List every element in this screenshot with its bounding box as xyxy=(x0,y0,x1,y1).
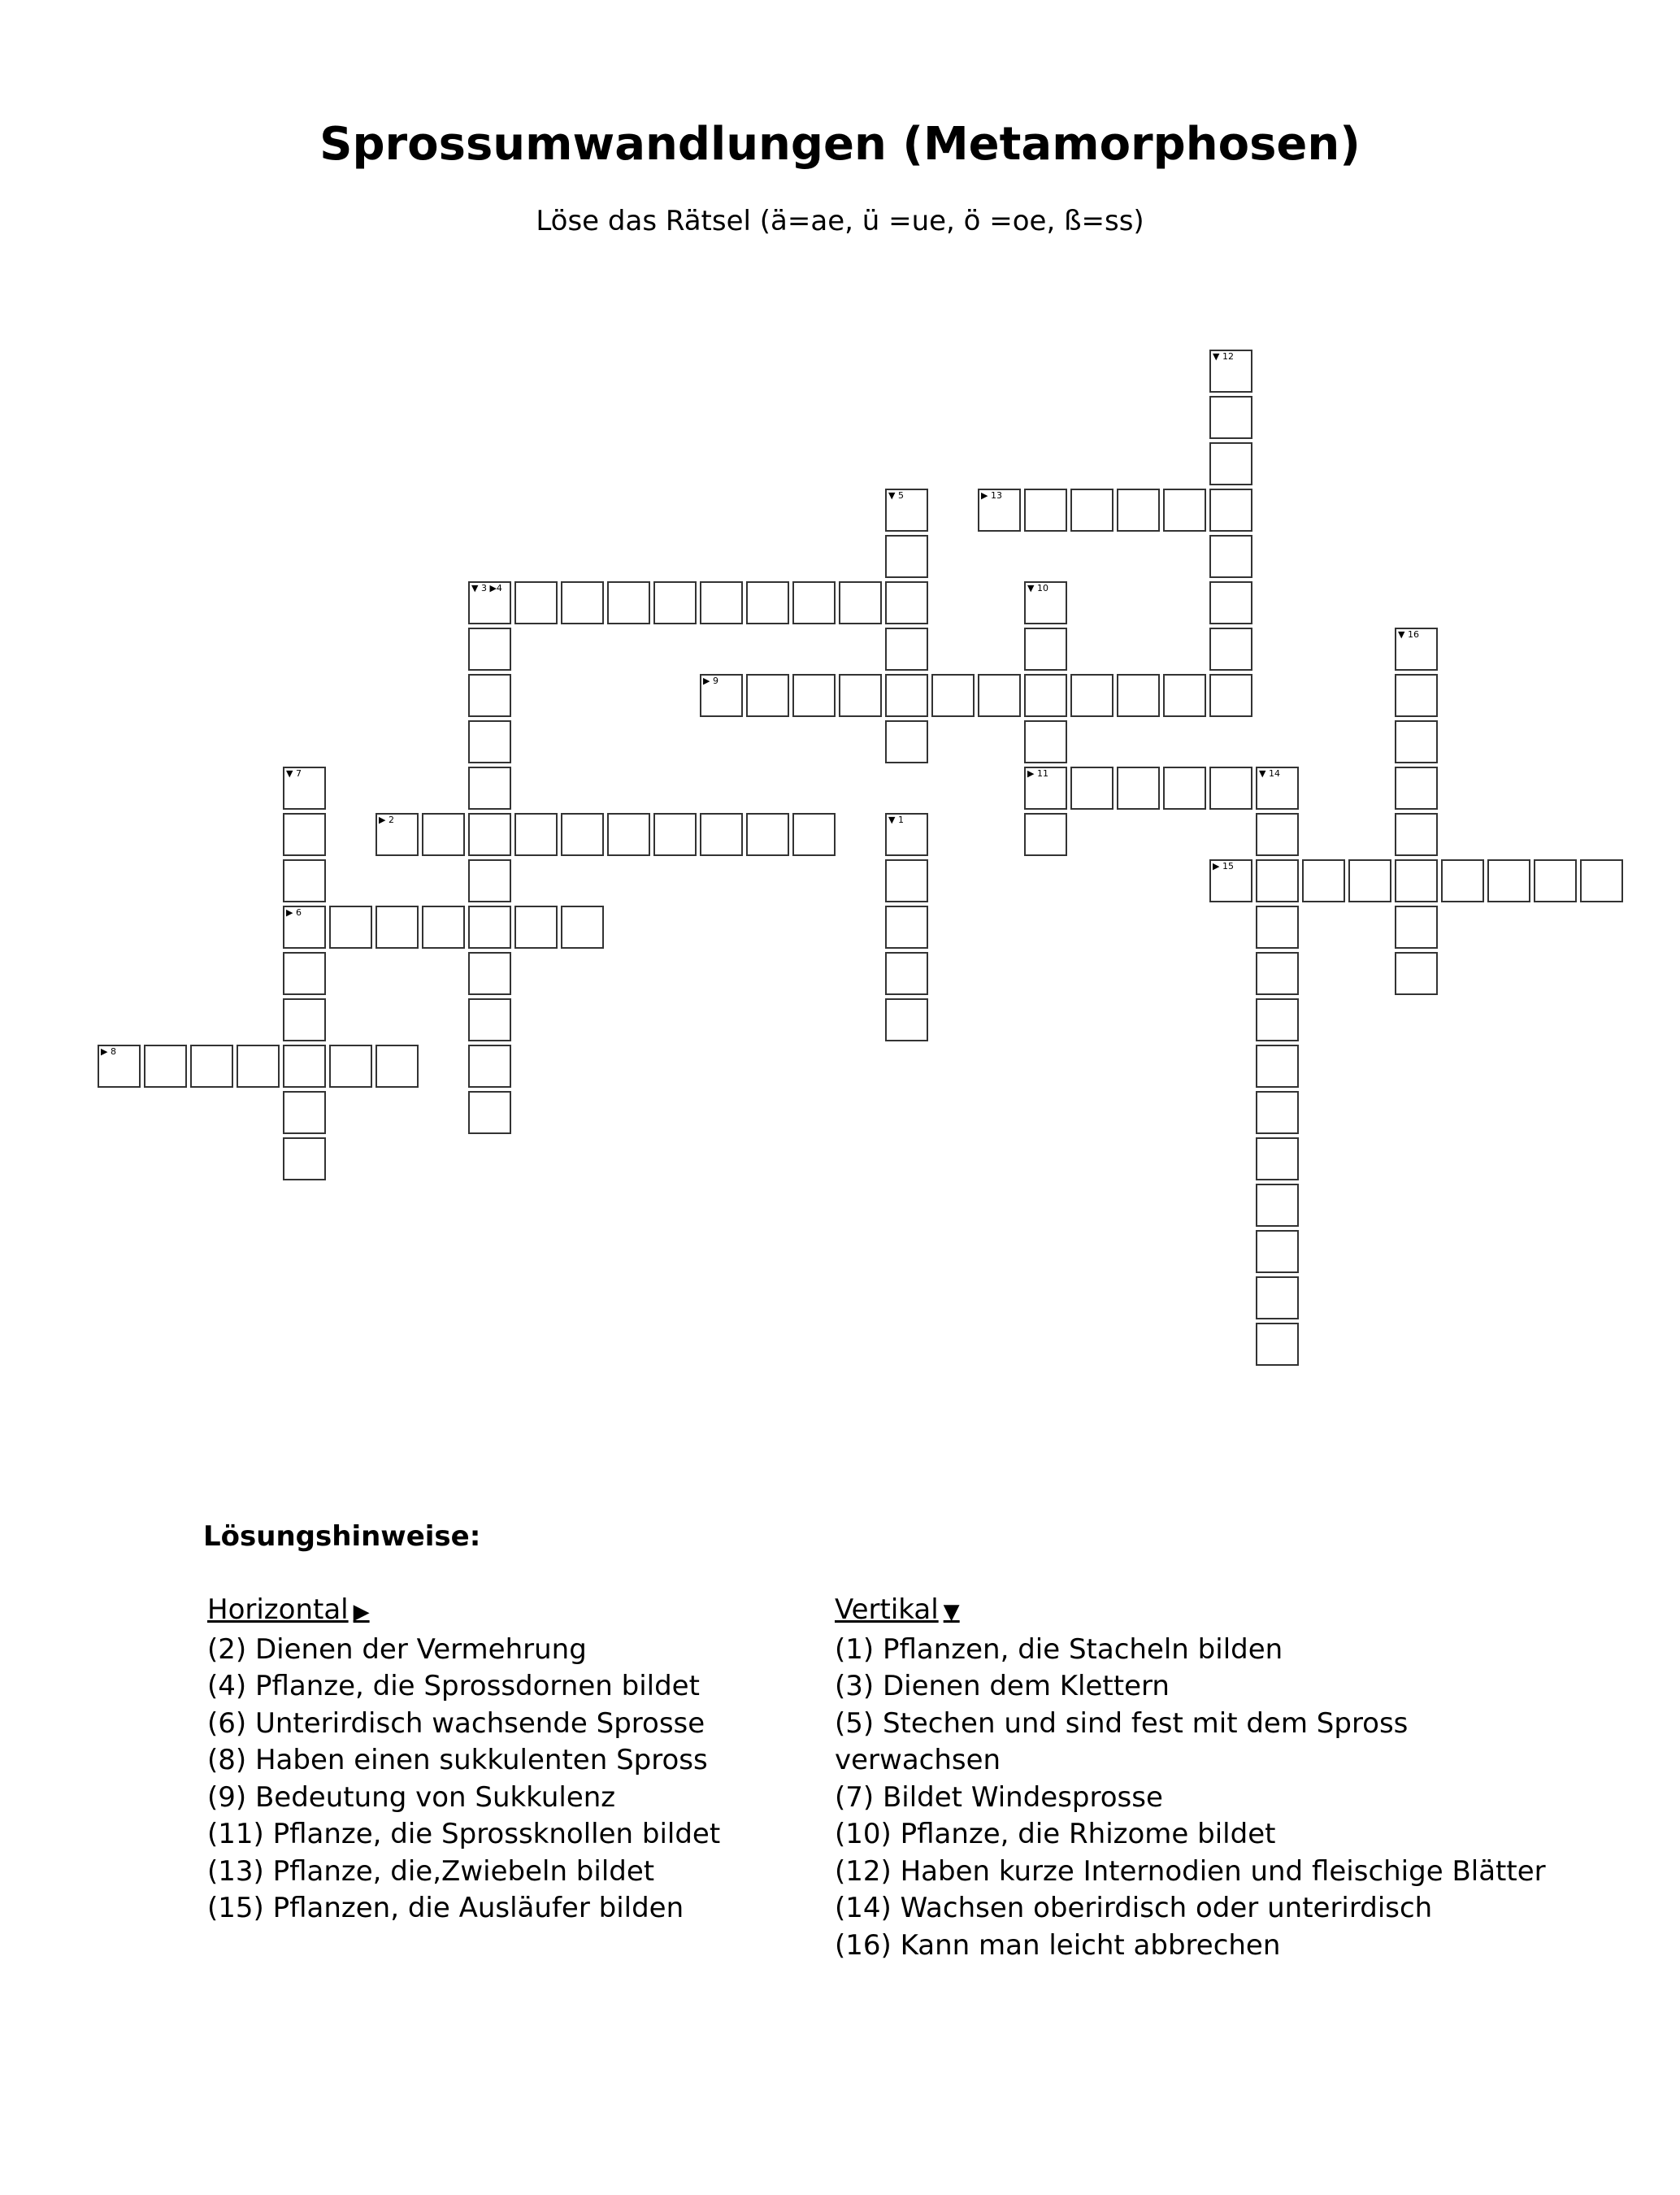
crossword-cell[interactable] xyxy=(468,813,511,856)
crossword-cell[interactable] xyxy=(1441,859,1484,902)
crossword-cell[interactable] xyxy=(885,998,928,1041)
crossword-cell[interactable] xyxy=(283,906,326,949)
crossword-cell[interactable] xyxy=(978,674,1021,717)
crossword-cell[interactable] xyxy=(514,581,558,624)
crossword-cell[interactable] xyxy=(376,1045,419,1088)
crossword-cell[interactable] xyxy=(885,535,928,578)
crossword-cell[interactable] xyxy=(607,581,650,624)
clue-number: ▼ 1 xyxy=(888,815,904,825)
crossword-cell[interactable] xyxy=(422,813,465,856)
crossword-cell[interactable] xyxy=(885,489,928,532)
crossword-cell[interactable] xyxy=(1534,859,1577,902)
crossword-cell[interactable] xyxy=(283,998,326,1041)
crossword-cell[interactable] xyxy=(1580,859,1623,902)
horizontal-clue: (4) Pflanze, die Sprossdornen bildet xyxy=(207,1670,700,1702)
crossword-cell[interactable] xyxy=(329,1045,372,1088)
crossword-cell[interactable] xyxy=(283,1045,326,1088)
crossword-cell[interactable] xyxy=(700,674,743,717)
crossword-cell[interactable] xyxy=(283,1091,326,1134)
crossword-cell[interactable] xyxy=(1487,859,1530,902)
crossword-cell[interactable] xyxy=(1256,952,1299,995)
crossword-cell[interactable] xyxy=(468,998,511,1041)
crossword-cell[interactable] xyxy=(885,581,928,624)
clue-number: ▼ 5 xyxy=(888,490,904,501)
crossword-cell[interactable] xyxy=(1395,720,1438,763)
crossword-cell[interactable] xyxy=(283,859,326,902)
crossword-cell[interactable] xyxy=(468,952,511,995)
crossword-cell[interactable] xyxy=(329,906,372,949)
horizontal-clue: (11) Pflanze, die Sprossknollen bildet xyxy=(207,1818,721,1850)
horizontal-clue: (2) Dienen der Vermehrung xyxy=(207,1632,587,1666)
crossword-cell[interactable] xyxy=(1209,442,1252,485)
clue-number: ▼ 16 xyxy=(1398,629,1419,640)
crossword-cell[interactable] xyxy=(422,906,465,949)
page-subtitle: Löse das Rätsel (ä=ae, ü =ue, ö =oe, ß=ss) xyxy=(536,205,1144,237)
crossword-cell[interactable] xyxy=(1256,1276,1299,1319)
crossword-cell[interactable] xyxy=(190,1045,233,1088)
crossword-cell[interactable] xyxy=(1163,489,1206,532)
crossword-cell[interactable] xyxy=(468,767,511,810)
page-title: Sprossumwandlungen (Metamorphosen) xyxy=(319,118,1361,171)
clue-number: ▼ 10 xyxy=(1027,583,1048,593)
crossword-cell[interactable] xyxy=(1395,628,1438,671)
crossword-cell[interactable] xyxy=(468,674,511,717)
crossword-cell[interactable] xyxy=(1209,581,1252,624)
crossword-cell[interactable] xyxy=(1395,813,1438,856)
crossword-cell[interactable] xyxy=(885,813,928,856)
clue-number: ▶ 15 xyxy=(1213,861,1234,871)
right-arrow-icon: ▶ xyxy=(353,1600,370,1624)
crossword-cell[interactable] xyxy=(283,952,326,995)
crossword-cell[interactable] xyxy=(1024,674,1067,717)
crossword-cell[interactable] xyxy=(468,1091,511,1134)
crossword-cell[interactable] xyxy=(1117,489,1160,532)
crossword-cell[interactable] xyxy=(978,489,1021,532)
crossword-cell[interactable] xyxy=(98,1045,141,1088)
crossword-cell[interactable] xyxy=(792,813,836,856)
crossword-cell[interactable] xyxy=(1256,998,1299,1041)
vertical-clue: (1) Pflanzen, die Stacheln bilden xyxy=(835,1632,1283,1666)
crossword-cell[interactable] xyxy=(746,674,789,717)
crossword-cell[interactable] xyxy=(885,952,928,995)
crossword-cell[interactable] xyxy=(1256,1184,1299,1227)
crossword-cell[interactable] xyxy=(561,906,604,949)
crossword-cell[interactable] xyxy=(885,674,928,717)
crossword-cell[interactable] xyxy=(1117,674,1160,717)
vertical-label: Vertikal xyxy=(835,1593,939,1626)
crossword-cell[interactable] xyxy=(653,581,697,624)
crossword-cell[interactable] xyxy=(792,674,836,717)
crossword-cell[interactable] xyxy=(1024,489,1067,532)
vertical-heading xyxy=(835,1592,1647,1632)
crossword-cell[interactable] xyxy=(468,1045,511,1088)
crossword-cell[interactable] xyxy=(1395,952,1438,995)
horizontal-clue: (9) Bedeutung von Sukkulenz xyxy=(207,1780,616,1814)
horizontal-heading xyxy=(207,1592,809,1632)
crossword-cell[interactable] xyxy=(468,581,511,624)
clue-number: ▼ 7 xyxy=(286,768,302,779)
crossword-cell[interactable] xyxy=(376,813,419,856)
crossword-cell[interactable] xyxy=(1024,767,1067,810)
down-arrow-icon: ▼ xyxy=(943,1600,960,1624)
crossword-cell[interactable] xyxy=(1163,674,1206,717)
horizontal-label: Horizontal xyxy=(207,1593,349,1626)
horizontal-clue: (6) Unterirdisch wachsende Sprosse xyxy=(207,1706,705,1740)
crossword-cell[interactable] xyxy=(1348,859,1391,902)
clue-number: ▼ 3 ▶4 xyxy=(471,583,502,593)
crossword-cell[interactable] xyxy=(885,628,928,671)
hints-heading: Lösungshinweise: xyxy=(203,1520,481,1553)
vertical-clue: (10) Pflanze, die Rhizome bildet xyxy=(835,1818,1276,1850)
crossword-cell[interactable] xyxy=(1256,1091,1299,1134)
crossword-cell[interactable] xyxy=(1209,350,1252,393)
clue-number: ▶ 11 xyxy=(1027,768,1048,779)
clue-number: ▶ 13 xyxy=(981,490,1002,501)
crossword-cell[interactable] xyxy=(839,581,882,624)
crossword-cell[interactable] xyxy=(1024,581,1067,624)
crossword-cell[interactable] xyxy=(1256,767,1299,810)
crossword-cell[interactable] xyxy=(1209,396,1252,439)
clue-number: ▶ 6 xyxy=(286,907,302,918)
crossword-cell[interactable] xyxy=(376,906,419,949)
crossword-cell[interactable] xyxy=(885,859,928,902)
crossword-cell[interactable] xyxy=(468,859,511,902)
crossword-cell[interactable] xyxy=(237,1045,280,1088)
crossword-cell[interactable] xyxy=(1070,489,1113,532)
horizontal-clue: (15) Pflanzen, die Ausläufer bilden xyxy=(207,1892,684,1924)
crossword-cell[interactable] xyxy=(1070,674,1113,717)
horizontal-clues xyxy=(207,1592,809,1928)
clue-number: ▶ 8 xyxy=(101,1046,116,1057)
crossword-cell[interactable] xyxy=(1256,1045,1299,1088)
crossword-cell[interactable] xyxy=(607,813,650,856)
crossword-cell[interactable] xyxy=(1302,859,1345,902)
crossword-cell[interactable] xyxy=(700,813,743,856)
crossword-cell[interactable] xyxy=(514,813,558,856)
crossword-cell[interactable] xyxy=(1209,489,1252,532)
crossword-cell[interactable] xyxy=(468,720,511,763)
crossword-cell[interactable] xyxy=(1024,720,1067,763)
crossword-cell[interactable] xyxy=(792,581,836,624)
crossword-cell[interactable] xyxy=(1209,767,1252,810)
crossword-cell[interactable] xyxy=(700,581,743,624)
crossword-cell[interactable] xyxy=(1256,859,1299,902)
crossword-cell[interactable] xyxy=(746,581,789,624)
crossword-cell[interactable] xyxy=(1395,674,1438,717)
crossword-cell[interactable] xyxy=(931,674,975,717)
crossword-cell[interactable] xyxy=(885,720,928,763)
crossword-cell[interactable] xyxy=(561,813,604,856)
crossword-cell[interactable] xyxy=(144,1045,187,1088)
vertical-clues xyxy=(835,1592,1647,1964)
crossword-cell[interactable] xyxy=(1209,535,1252,578)
clue-number: ▼ 12 xyxy=(1213,351,1234,362)
crossword-cell[interactable] xyxy=(1209,859,1252,902)
crossword-cell[interactable] xyxy=(1024,628,1067,671)
crossword-cell[interactable] xyxy=(839,674,882,717)
vertical-clue: (14) Wachsen oberirdisch oder unterirdisch xyxy=(835,1892,1433,1924)
crossword-cell[interactable] xyxy=(1070,767,1113,810)
vertical-clue: (3) Dienen dem Klettern xyxy=(835,1670,1170,1702)
crossword-cell[interactable] xyxy=(1117,767,1160,810)
horizontal-clue: (13) Pflanze, die,Zwiebeln bildet xyxy=(207,1854,655,1888)
vertical-clue: (5) Stechen und sind fest mit dem Spross verwachsen xyxy=(835,1706,1409,1776)
crossword-cell[interactable] xyxy=(1209,628,1252,671)
crossword-cell[interactable] xyxy=(283,767,326,810)
crossword-cell[interactable] xyxy=(1163,767,1206,810)
crossword-cell[interactable] xyxy=(1256,1323,1299,1366)
clue-number: ▶ 9 xyxy=(703,676,718,686)
crossword-cell[interactable] xyxy=(1256,1230,1299,1273)
clue-number: ▶ 2 xyxy=(379,815,394,825)
crossword-cell[interactable] xyxy=(514,906,558,949)
crossword-cell[interactable] xyxy=(746,813,789,856)
crossword-cell[interactable] xyxy=(1395,859,1438,902)
crossword-cell[interactable] xyxy=(1395,906,1438,949)
crossword-cell[interactable] xyxy=(561,581,604,624)
vertical-clue: (16) Kann man leicht abbrechen xyxy=(835,1928,1281,1962)
crossword-cell[interactable] xyxy=(1256,906,1299,949)
crossword-cell[interactable] xyxy=(468,906,511,949)
crossword-cell[interactable] xyxy=(283,813,326,856)
crossword-cell[interactable] xyxy=(283,1137,326,1180)
clue-number: ▼ 14 xyxy=(1259,768,1280,779)
crossword-cell[interactable] xyxy=(468,628,511,671)
crossword-cell[interactable] xyxy=(1395,767,1438,810)
crossword-cell[interactable] xyxy=(1024,813,1067,856)
vertical-clue: (12) Haben kurze Internodien und fleischige Blätter xyxy=(835,1854,1546,1888)
horizontal-clue: (8) Haben einen sukkulenten Spross xyxy=(207,1744,708,1776)
crossword-cell[interactable] xyxy=(653,813,697,856)
crossword-cell[interactable] xyxy=(1256,1137,1299,1180)
vertical-clue: (7) Bildet Windesprosse xyxy=(835,1780,1163,1814)
crossword-cell[interactable] xyxy=(1256,813,1299,856)
crossword-cell[interactable] xyxy=(1209,674,1252,717)
crossword-cell[interactable] xyxy=(885,906,928,949)
